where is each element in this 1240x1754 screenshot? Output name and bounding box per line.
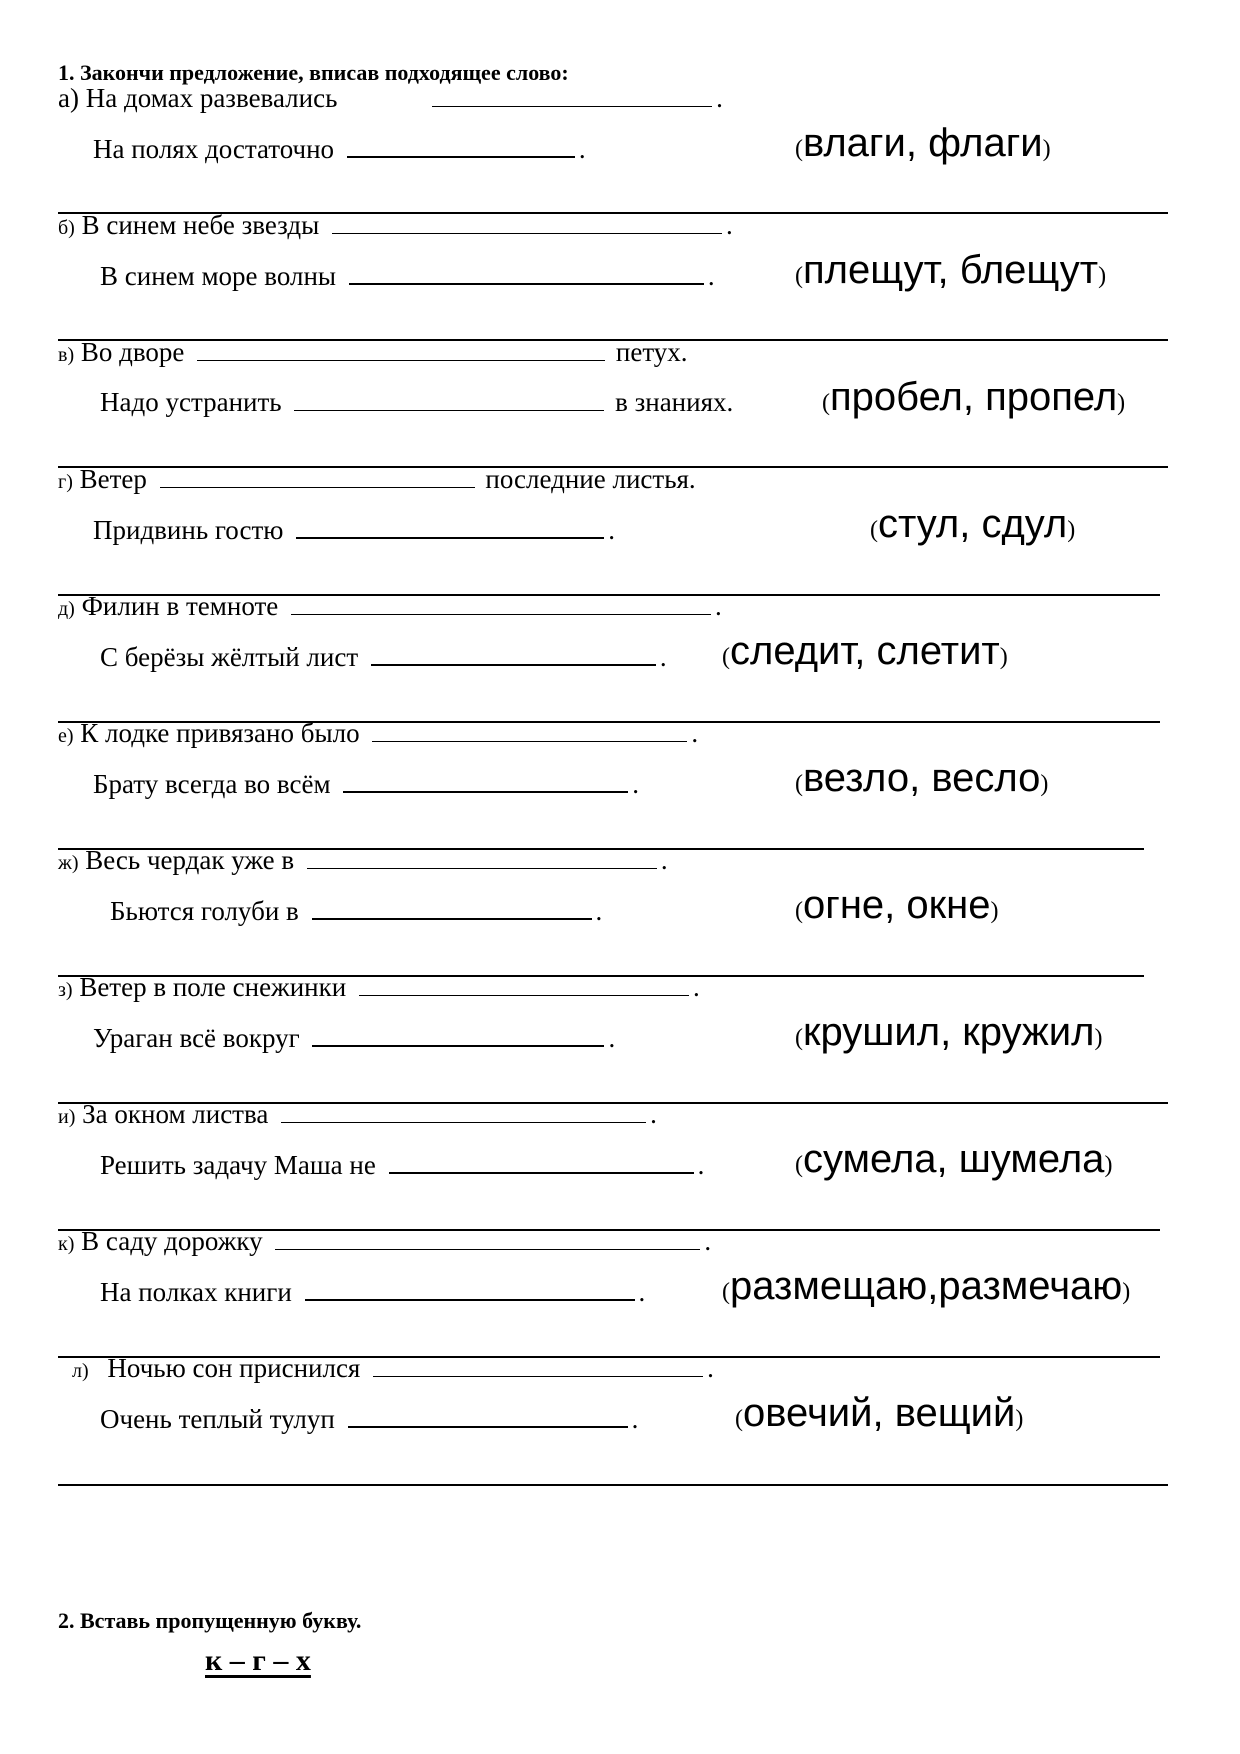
- sentence-start: Ветер в поле снежинки: [79, 972, 347, 1002]
- sentence-end: .: [650, 1099, 657, 1129]
- item-letter: д): [58, 598, 75, 620]
- answer-blank[interactable]: [347, 130, 575, 158]
- item-letter: ж): [58, 852, 79, 874]
- sentence-start: Очень теплый тулуп: [100, 1404, 335, 1434]
- sentence-end: .: [697, 1150, 705, 1180]
- item-letter: б): [58, 217, 75, 239]
- sentence-start: Бьются голуби в: [110, 896, 299, 926]
- sentence-end: .: [608, 515, 615, 545]
- letter-choices: к – г – х: [205, 1644, 311, 1677]
- item-letter: г): [58, 471, 73, 493]
- answer-blank[interactable]: [281, 1096, 646, 1123]
- answer-blank[interactable]: [296, 511, 604, 539]
- sentence-start: На полях достаточно: [93, 134, 335, 164]
- sentence-end: .: [578, 134, 586, 164]
- sentence-end: .: [631, 1404, 639, 1434]
- answer-blank[interactable]: [294, 384, 604, 411]
- item-e-line2: [93, 765, 639, 801]
- item-l-line2: [100, 1400, 638, 1436]
- sentence-end: .: [715, 591, 722, 621]
- item-v-line1: [58, 334, 688, 372]
- sentence-end: .: [659, 642, 667, 672]
- item-b-line2: [100, 257, 715, 293]
- item-letter: в): [58, 344, 75, 366]
- answer-blank[interactable]: [160, 461, 475, 488]
- answer-blank[interactable]: [432, 80, 712, 107]
- item-b-line1: [58, 207, 733, 245]
- sentence-start: В саду дорожку: [81, 1226, 263, 1256]
- sentence-end: .: [704, 1226, 712, 1256]
- item-i-line1: [58, 1096, 657, 1134]
- answer-blank[interactable]: [312, 1019, 604, 1047]
- item-k-options: (размещаю,размечаю): [722, 1264, 1131, 1308]
- sentence-start: В синем небе звезды: [81, 210, 320, 240]
- item-k-line2: [100, 1273, 645, 1309]
- answer-blank[interactable]: [275, 1223, 700, 1250]
- sentence-start: Во дворе: [80, 337, 185, 367]
- item-letter: е): [58, 725, 74, 747]
- sentence-start: К лодке привязано было: [80, 718, 360, 748]
- sentence-end: .: [725, 210, 733, 240]
- sentence-end: .: [716, 83, 723, 113]
- answer-blank[interactable]: [373, 1350, 703, 1377]
- item-zh-line1: [58, 842, 668, 880]
- sentence-end: .: [660, 845, 668, 875]
- sentence-start: На домах развевались: [85, 83, 338, 113]
- answer-blank[interactable]: [312, 892, 592, 920]
- item-v-line2: [100, 384, 733, 419]
- sentence-start: Брату всегда во всём: [93, 769, 331, 799]
- item-g-line2: [93, 511, 615, 547]
- item-v-options: (пробел, пропел): [822, 375, 1126, 419]
- item-a-options: (влаги, флаги): [795, 121, 1051, 165]
- item-letter: и): [58, 1106, 76, 1128]
- item-b-options: (плещут, блещут): [795, 248, 1107, 292]
- answer-blank[interactable]: [197, 334, 605, 361]
- sentence-start: Весь чердак уже в: [85, 845, 295, 875]
- answer-blank[interactable]: [359, 969, 689, 996]
- sentence-end: в знаниях.: [615, 387, 734, 417]
- sentence-start: Филин в темноте: [81, 591, 279, 621]
- item-letter: а): [58, 83, 79, 113]
- answer-blank[interactable]: [291, 588, 711, 615]
- answer-blank[interactable]: [349, 257, 704, 285]
- item-a-line1: [58, 80, 723, 115]
- answer-blank[interactable]: [307, 842, 657, 869]
- sentence-end: .: [638, 1277, 646, 1307]
- item-i-line2: [100, 1146, 704, 1182]
- sentence-end: .: [707, 261, 715, 291]
- item-letter: з): [58, 979, 73, 1001]
- answer-blank[interactable]: [389, 1146, 694, 1174]
- sentence-end: .: [691, 718, 699, 748]
- item-e-line1: [58, 715, 698, 753]
- sentence-start: Ураган всё вокруг: [93, 1023, 300, 1053]
- item-l-line1: [72, 1350, 714, 1388]
- sentence-end: .: [632, 769, 640, 799]
- answer-blank[interactable]: [371, 638, 656, 666]
- sentence-start: На полках книги: [100, 1277, 292, 1307]
- sentence-start: С берёзы жёлтый лист: [100, 642, 359, 672]
- item-z-options: (крушил, кружил): [795, 1010, 1103, 1054]
- item-letter: к): [58, 1233, 75, 1255]
- sentence-start: Ветер: [79, 464, 147, 494]
- task2-heading: 2. Вставь пропущенную букву.: [58, 1608, 362, 1633]
- item-d-options: (следит, слетит): [722, 629, 1008, 673]
- sentence-end: .: [692, 972, 700, 1002]
- answer-blank[interactable]: [332, 207, 722, 234]
- item-k-line1: [58, 1223, 711, 1261]
- item-a-line2: [93, 130, 586, 166]
- answer-blank[interactable]: [343, 765, 628, 793]
- answer-blank[interactable]: [305, 1273, 635, 1301]
- item-d-line1: [58, 588, 722, 626]
- item-e-options: (везло, весло): [795, 756, 1049, 800]
- item-g-options: (стул, сдул): [870, 502, 1076, 546]
- sentence-start: Надо устранить: [100, 387, 282, 417]
- sentence-start: В синем море волны: [100, 261, 337, 291]
- item-z-line2: [93, 1019, 615, 1055]
- item-z-line1: [58, 969, 700, 1007]
- sentence-start: Решить задачу Маша не: [100, 1150, 376, 1180]
- sentence-start: Придвинь гостю: [93, 515, 284, 545]
- item-zh-line2: [110, 892, 602, 928]
- sentence-start: За окном листва: [82, 1099, 269, 1129]
- answer-blank[interactable]: [372, 715, 687, 742]
- item-g-line1: [58, 461, 696, 499]
- task1-heading: 1. Закончи предложение, вписав подходящее слово:: [58, 60, 569, 85]
- divider: [58, 1484, 1168, 1486]
- sentence-end: .: [707, 1353, 714, 1383]
- item-i-options: (сумела, шумела): [795, 1137, 1113, 1181]
- sentence-end: .: [595, 896, 603, 926]
- answer-blank[interactable]: [348, 1400, 628, 1428]
- sentence-end: .: [608, 1023, 616, 1053]
- sentence-end: петух.: [615, 337, 688, 367]
- sentence-end: последние листья.: [485, 464, 696, 494]
- sentence-start: Ночью сон приснился: [107, 1353, 361, 1383]
- item-d-line2: [100, 638, 667, 674]
- item-letter: л): [72, 1360, 89, 1382]
- item-zh-options: (огне, окне): [795, 883, 999, 927]
- item-l-options: (овечий, вещий): [735, 1391, 1024, 1435]
